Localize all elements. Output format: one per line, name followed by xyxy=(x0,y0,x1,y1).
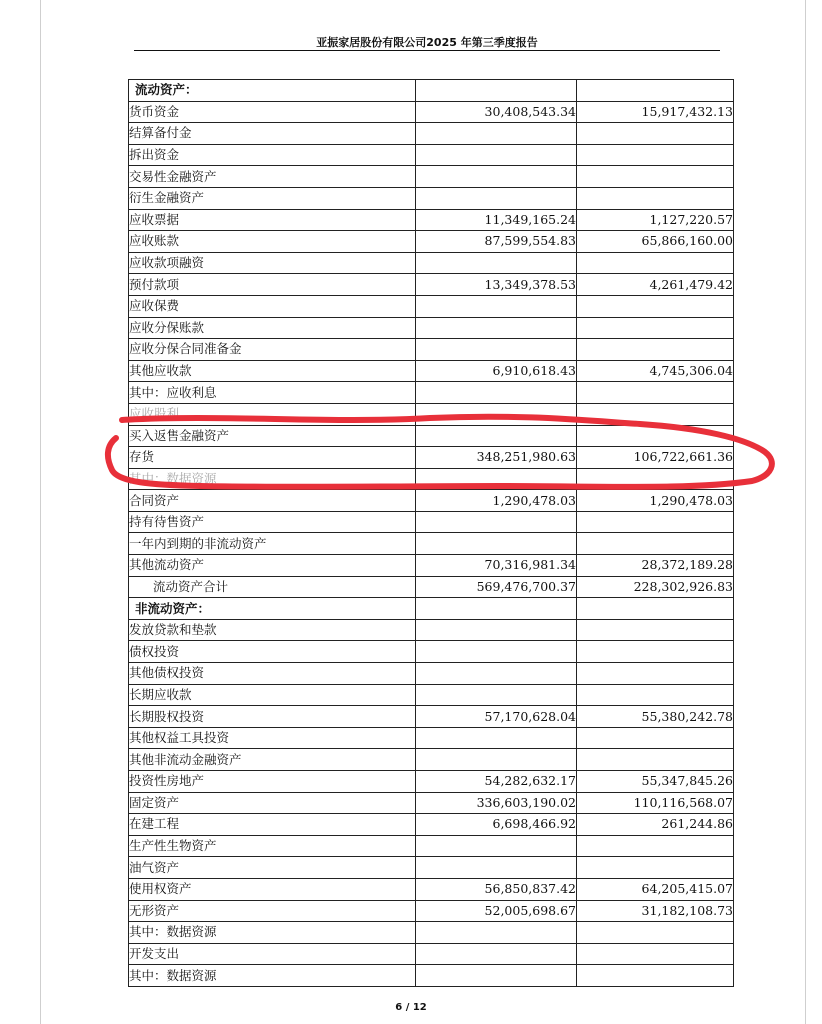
header-rule xyxy=(134,50,720,51)
row-value-prior xyxy=(577,166,734,188)
table-row xyxy=(129,943,734,965)
row-value-prior: 110,116,568.07 xyxy=(577,792,734,814)
row-label: 应收账款 xyxy=(129,231,416,253)
row-value-prior xyxy=(577,317,734,339)
table-row xyxy=(129,706,734,728)
row-label: 在建工程 xyxy=(129,814,416,836)
table-row xyxy=(129,663,734,685)
table-row xyxy=(129,252,734,274)
table-row xyxy=(129,555,734,577)
row-label: 拆出资金 xyxy=(129,144,416,166)
row-value-prior xyxy=(577,641,734,663)
table-row xyxy=(129,123,734,145)
row-value-current: 70,316,981.34 xyxy=(416,555,577,577)
report-header: 亚振家居股份有限公司2025 年第三季度报告 xyxy=(316,36,538,49)
row-label: 长期股权投资 xyxy=(129,706,416,728)
row-value-prior xyxy=(577,598,734,620)
table-row xyxy=(129,684,734,706)
row-value-current xyxy=(416,533,577,555)
row-value-current xyxy=(416,144,577,166)
row-value-prior: 228,302,926.83 xyxy=(577,576,734,598)
row-label: 结算备付金 xyxy=(129,123,416,145)
table-row xyxy=(129,533,734,555)
row-label: 交易性金融资产 xyxy=(129,166,416,188)
row-label: 衍生金融资产 xyxy=(129,187,416,209)
row-value-prior: 4,745,306.04 xyxy=(577,360,734,382)
row-label: 其中：数据资源 xyxy=(129,965,416,987)
row-value-current xyxy=(416,339,577,361)
table-row xyxy=(129,857,734,879)
table-row xyxy=(129,576,734,598)
page-right-edge xyxy=(805,0,806,1024)
row-value-prior xyxy=(577,684,734,706)
row-label: 应收保费 xyxy=(129,295,416,317)
row-label: 债权投资 xyxy=(129,641,416,663)
row-value-prior xyxy=(577,922,734,944)
row-value-prior xyxy=(577,511,734,533)
row-label: 其他权益工具投资 xyxy=(129,727,416,749)
row-value-prior xyxy=(577,727,734,749)
page-number: 6 / 12 xyxy=(395,1002,427,1013)
table-row xyxy=(129,274,734,296)
row-label: 其他应收款 xyxy=(129,360,416,382)
row-value-current: 56,850,837.42 xyxy=(416,878,577,900)
row-value-current xyxy=(416,857,577,879)
row-value-prior: 55,347,845.26 xyxy=(577,771,734,793)
table-row xyxy=(129,360,734,382)
table-row xyxy=(129,187,734,209)
row-label: 投资性房地产 xyxy=(129,771,416,793)
row-value-prior xyxy=(577,835,734,857)
table-row xyxy=(129,382,734,404)
row-label: 流动资产： xyxy=(129,80,416,102)
table-row xyxy=(129,317,734,339)
row-value-prior xyxy=(577,749,734,771)
row-value-current: 569,476,700.37 xyxy=(416,576,577,598)
table-row xyxy=(129,511,734,533)
row-label: 一年内到期的非流动资产 xyxy=(129,533,416,555)
row-label: 存货 xyxy=(129,447,416,469)
row-value-prior xyxy=(577,943,734,965)
row-value-current xyxy=(416,619,577,641)
table-row xyxy=(129,835,734,857)
row-label: 其他非流动金融资产 xyxy=(129,749,416,771)
row-value-prior xyxy=(577,382,734,404)
row-value-prior xyxy=(577,468,734,490)
row-label: 开发支出 xyxy=(129,943,416,965)
row-value-current xyxy=(416,749,577,771)
row-label: 买入返售金融资产 xyxy=(129,425,416,447)
row-value-prior: 31,182,108.73 xyxy=(577,900,734,922)
table-row xyxy=(129,878,734,900)
row-label: 非流动资产： xyxy=(129,598,416,620)
row-value-current: 87,599,554.83 xyxy=(416,231,577,253)
table-row xyxy=(129,922,734,944)
row-value-prior xyxy=(577,187,734,209)
row-label: 使用权资产 xyxy=(129,878,416,900)
table-row xyxy=(129,792,734,814)
row-value-prior: 28,372,189.28 xyxy=(577,555,734,577)
row-value-prior xyxy=(577,663,734,685)
row-value-current: 30,408,543.34 xyxy=(416,101,577,123)
row-value-prior: 1,290,478.03 xyxy=(577,490,734,512)
row-value-current xyxy=(416,598,577,620)
row-value-current: 1,290,478.03 xyxy=(416,490,577,512)
row-label: 发放贷款和垫款 xyxy=(129,619,416,641)
row-value-prior xyxy=(577,144,734,166)
row-value-current xyxy=(416,684,577,706)
row-value-current xyxy=(416,295,577,317)
row-value-current xyxy=(416,663,577,685)
row-value-prior xyxy=(577,80,734,102)
row-value-prior: 65,866,160.00 xyxy=(577,231,734,253)
row-value-current xyxy=(416,123,577,145)
row-value-prior xyxy=(577,252,734,274)
table-row xyxy=(129,209,734,231)
page-left-edge xyxy=(40,0,41,1024)
row-value-current xyxy=(416,835,577,857)
row-label: 生产性生物资产 xyxy=(129,835,416,857)
row-value-current xyxy=(416,641,577,663)
row-value-prior: 64,205,415.07 xyxy=(577,878,734,900)
row-value-current: 57,170,628.04 xyxy=(416,706,577,728)
row-label: 流动资产合计 xyxy=(129,576,416,598)
row-value-current: 11,349,165.24 xyxy=(416,209,577,231)
table-row xyxy=(129,814,734,836)
table-row xyxy=(129,425,734,447)
row-value-current xyxy=(416,922,577,944)
table-row xyxy=(129,771,734,793)
row-value-current xyxy=(416,403,577,425)
row-label: 应收票据 xyxy=(129,209,416,231)
table-row xyxy=(129,749,734,771)
row-value-current xyxy=(416,425,577,447)
table-row xyxy=(129,900,734,922)
row-label: 持有待售资产 xyxy=(129,511,416,533)
row-value-prior: 15,917,432.13 xyxy=(577,101,734,123)
row-value-prior: 106,722,661.36 xyxy=(577,447,734,469)
row-value-prior xyxy=(577,533,734,555)
table-row xyxy=(129,339,734,361)
table-row xyxy=(129,468,734,490)
row-value-current xyxy=(416,382,577,404)
row-label: 其中：应收利息 xyxy=(129,382,416,404)
table-row xyxy=(129,619,734,641)
table-row xyxy=(129,403,734,425)
row-value-current: 348,251,980.63 xyxy=(416,447,577,469)
row-value-current xyxy=(416,468,577,490)
row-value-prior xyxy=(577,339,734,361)
table-row xyxy=(129,490,734,512)
row-value-prior: 261,244.86 xyxy=(577,814,734,836)
balance-sheet-table xyxy=(128,79,734,987)
table-row xyxy=(129,144,734,166)
row-value-current: 6,910,618.43 xyxy=(416,360,577,382)
table-row xyxy=(129,965,734,987)
table-row xyxy=(129,295,734,317)
row-value-current xyxy=(416,80,577,102)
table-row xyxy=(129,166,734,188)
row-label: 合同资产 xyxy=(129,490,416,512)
table-row xyxy=(129,101,734,123)
row-value-current xyxy=(416,943,577,965)
row-label: 长期应收款 xyxy=(129,684,416,706)
table-row xyxy=(129,80,734,102)
table-row xyxy=(129,231,734,253)
row-label: 固定资产 xyxy=(129,792,416,814)
row-value-current xyxy=(416,252,577,274)
row-value-current: 6,698,466.92 xyxy=(416,814,577,836)
row-value-current: 336,603,190.02 xyxy=(416,792,577,814)
table-row xyxy=(129,727,734,749)
row-value-current: 52,005,698.67 xyxy=(416,900,577,922)
row-value-prior xyxy=(577,965,734,987)
row-value-current: 54,282,632.17 xyxy=(416,771,577,793)
row-label: 油气资产 xyxy=(129,857,416,879)
row-value-prior xyxy=(577,619,734,641)
row-value-prior xyxy=(577,857,734,879)
row-value-current xyxy=(416,511,577,533)
row-value-current xyxy=(416,965,577,987)
row-value-current: 13,349,378.53 xyxy=(416,274,577,296)
row-label: 货币资金 xyxy=(129,101,416,123)
row-label: 其他流动资产 xyxy=(129,555,416,577)
row-label: 其中：数据资源 xyxy=(129,922,416,944)
table-row xyxy=(129,447,734,469)
row-label: 预付款项 xyxy=(129,274,416,296)
row-value-prior: 55,380,242.78 xyxy=(577,706,734,728)
row-value-current xyxy=(416,727,577,749)
table-row xyxy=(129,598,734,620)
row-label: 应收股利 xyxy=(129,403,416,425)
row-label: 应收分保账款 xyxy=(129,317,416,339)
row-label: 其他债权投资 xyxy=(129,663,416,685)
row-label: 无形资产 xyxy=(129,900,416,922)
row-value-prior: 1,127,220.57 xyxy=(577,209,734,231)
row-value-current xyxy=(416,166,577,188)
row-value-prior xyxy=(577,295,734,317)
row-value-prior xyxy=(577,403,734,425)
table-row xyxy=(129,641,734,663)
row-label: 应收款项融资 xyxy=(129,252,416,274)
row-value-prior: 4,261,479.42 xyxy=(577,274,734,296)
row-label: 应收分保合同准备金 xyxy=(129,339,416,361)
row-label: 其中：数据资源 xyxy=(129,468,416,490)
row-value-prior xyxy=(577,123,734,145)
row-value-current xyxy=(416,187,577,209)
row-value-prior xyxy=(577,425,734,447)
row-value-current xyxy=(416,317,577,339)
